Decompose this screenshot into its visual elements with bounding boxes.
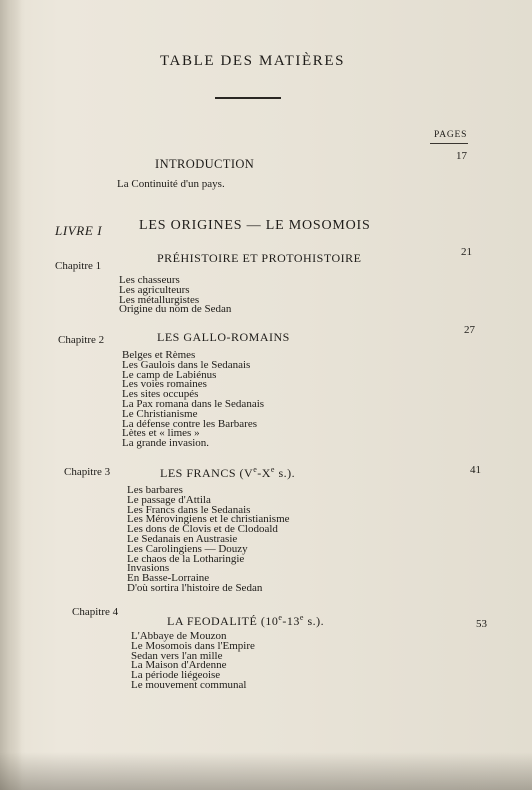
list-item: En Basse-Lorraine — [127, 572, 210, 585]
list-item: D'où sortira l'histoire de Sedan — [127, 581, 263, 594]
list-item: La grande invasion. — [122, 437, 210, 450]
chapter-3-label: Chapitre 3 — [64, 466, 111, 478]
chapter-3-page-number: 41 — [470, 464, 481, 476]
list-item: Les Francs dans le Sedanais — [127, 503, 251, 516]
chapter-1-page-number: 21 — [461, 246, 472, 258]
list-item: Le chaos de la Lotharingie — [127, 552, 245, 565]
list-item: La période liégeoise — [131, 669, 221, 682]
pages-column-label: PAGES — [434, 130, 468, 140]
list-item: La défense contre les Barbares — [122, 417, 257, 430]
book-title: LES ORIGINES — LE MOSOMOIS — [139, 218, 371, 233]
list-item: Belges et Rèmes — [122, 349, 196, 361]
introduction-entry: La Continuité d'un pays. — [117, 178, 225, 190]
list-item: La Pax romana dans le Sedanais — [122, 397, 265, 410]
chapter-3-title: LES FRANCS (Ve-Xe s.). — [160, 465, 296, 480]
chapter-4-title: LA FEODALITÉ (10e-13e s.). — [167, 613, 325, 628]
list-item: L'Abbaye de Mouzon — [131, 630, 227, 642]
list-item: Sedan vers l'an mille — [131, 649, 223, 662]
chapter-2-label: Chapitre 2 — [58, 334, 105, 346]
list-item: Les dons de Clovis et de Clodoald — [127, 523, 278, 536]
chapter-1-title: PRÉHISTOIRE ET PROTOHISTOIRE — [157, 251, 362, 265]
page-edge-shadow — [0, 0, 22, 790]
list-item: Le Sedanais en Austrasie — [127, 532, 238, 545]
list-item: Les barbares — [127, 484, 183, 496]
list-item: Origine du nom de Sedan — [119, 303, 232, 316]
list-item: Le Mosomois dans l'Empire — [131, 639, 255, 652]
list-item: Les Gaulois dans le Sedanais — [122, 358, 251, 371]
list-item: Le passage d'Attila — [127, 493, 211, 506]
list-item: Les voies romaines — [122, 378, 207, 391]
list-item: Les Mérovingiens et le christianisme — [127, 513, 290, 526]
chapter-4-entries — [131, 632, 255, 691]
list-item: Les métallurgistes — [119, 293, 200, 306]
chapter-2-title: LES GALLO-ROMAINS — [157, 330, 290, 344]
list-item: Les Carolingiens — Douzy — [127, 542, 248, 555]
chapter-1-entries — [119, 276, 231, 315]
list-item: La Maison d'Ardenne — [131, 659, 227, 672]
bottom-shadow — [0, 752, 532, 790]
list-item: Lètes et « limes » — [122, 427, 200, 440]
introduction-heading: INTRODUCTION — [155, 157, 255, 171]
chapter-2-entries — [122, 351, 264, 449]
list-item: Le Christianisme — [122, 407, 198, 420]
title-underline — [215, 97, 281, 99]
page-title: TABLE DES MATIÈRES — [160, 53, 346, 69]
chapter-4-label: Chapitre 4 — [72, 606, 119, 618]
chapter-4-page-number: 53 — [476, 618, 487, 630]
list-item: Les sites occupés — [122, 388, 199, 401]
chapter-3-entries — [127, 486, 290, 594]
book-label: LIVRE I — [55, 223, 103, 238]
list-item: Le mouvement communal — [131, 678, 247, 691]
list-item: Le camp de Labiénus — [122, 368, 217, 381]
pages-column-rule — [430, 143, 468, 144]
list-item: Invasions — [127, 562, 170, 575]
chapter-1-label: Chapitre 1 — [55, 260, 102, 272]
list-item: Les agriculteurs — [119, 283, 190, 296]
chapter-2-page-number: 27 — [464, 324, 475, 336]
list-item: Les chasseurs — [119, 274, 180, 286]
introduction-page-number: 17 — [456, 150, 467, 162]
